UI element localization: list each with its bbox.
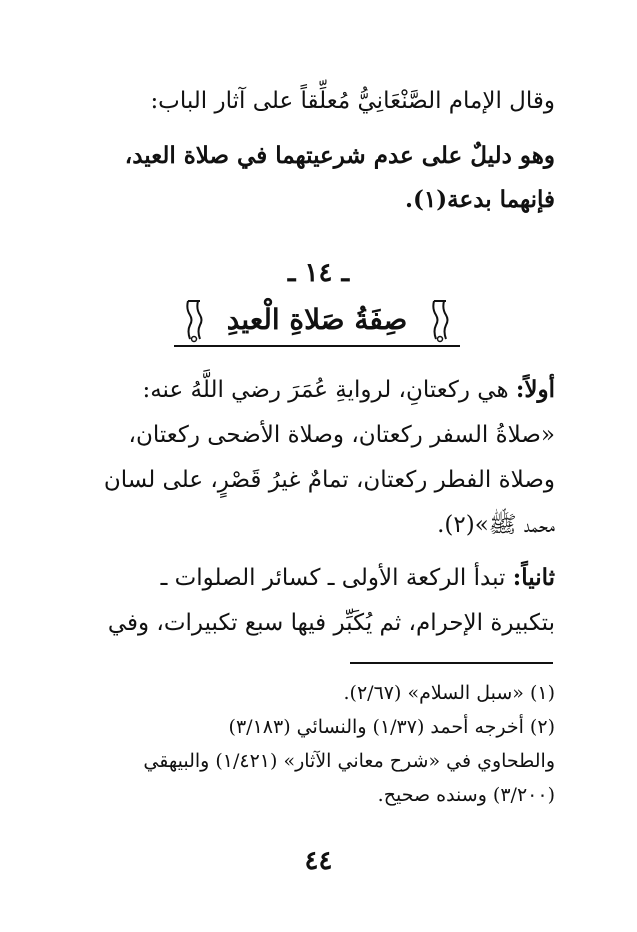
paragraph-1-line-3: وصلاة الفطر ركعتان، تمامٌ غيرُ قَصْرٍ، على لسان (103, 467, 555, 493)
paragraph-1-label: أولاً: (515, 376, 555, 403)
section-number: ـ ١٤ ـ (287, 258, 350, 288)
intro-line-2: وهو دليلٌ على عدم شرعيتهما في صلاة العيد، (124, 142, 555, 169)
paragraph-1-line-4: محمد ﷺ»(٢). (437, 512, 555, 538)
paragraph-2-label: ثانياً: (512, 564, 555, 591)
paragraph-2-line-2: بتكبيرة الإحرام، ثم يُكَبِّر فيها سبع تكبيرات، وفي (107, 610, 555, 636)
heading-underline (174, 345, 460, 347)
footnote-2-line-2: والطحاوي في «شرح معاني الآثار» (١/٤٢١) والبيهقي (143, 750, 555, 772)
paragraph-1-text: هي ركعتانِ، لروايةِ عُمَرَ رضي اللَّهُ عنه: (142, 377, 509, 403)
paragraph-2-text: تبدأ الركعة الأولى ـ كسائر الصلوات ـ (160, 565, 506, 591)
paragraph-2-line-1 (161, 566, 555, 590)
paragraph-1-line-2: «صلاةُ السفر ركعتان، وصلاة الأضحى ركعتان، (128, 422, 555, 448)
intro-line-3: فإنهما بدعة(١). (405, 186, 555, 213)
footnote-1: (١) «سبل السلام» (٢/٦٧). (343, 682, 555, 704)
footnote-2-line-3: (٣/٢٠٠) وسنده صحيح. (377, 784, 555, 806)
paragraph-1-line-1 (142, 378, 555, 402)
page-number: ٤٤ (304, 846, 333, 876)
section-title: صِفَةُ صَلاةِ الْعيدِ (226, 303, 408, 336)
footnote-2-line-1: (٢) أخرجه أحمد (١/٣٧) والنسائي (٣/١٨٣) (228, 716, 555, 738)
footnote-separator (350, 662, 553, 664)
section-heading (174, 295, 460, 347)
intro-line-1: وقال الإمام الصَّنْعَانِيُّ مُعلِّقاً على آثار الباب: (150, 88, 555, 114)
ornament-right-icon (430, 297, 450, 343)
